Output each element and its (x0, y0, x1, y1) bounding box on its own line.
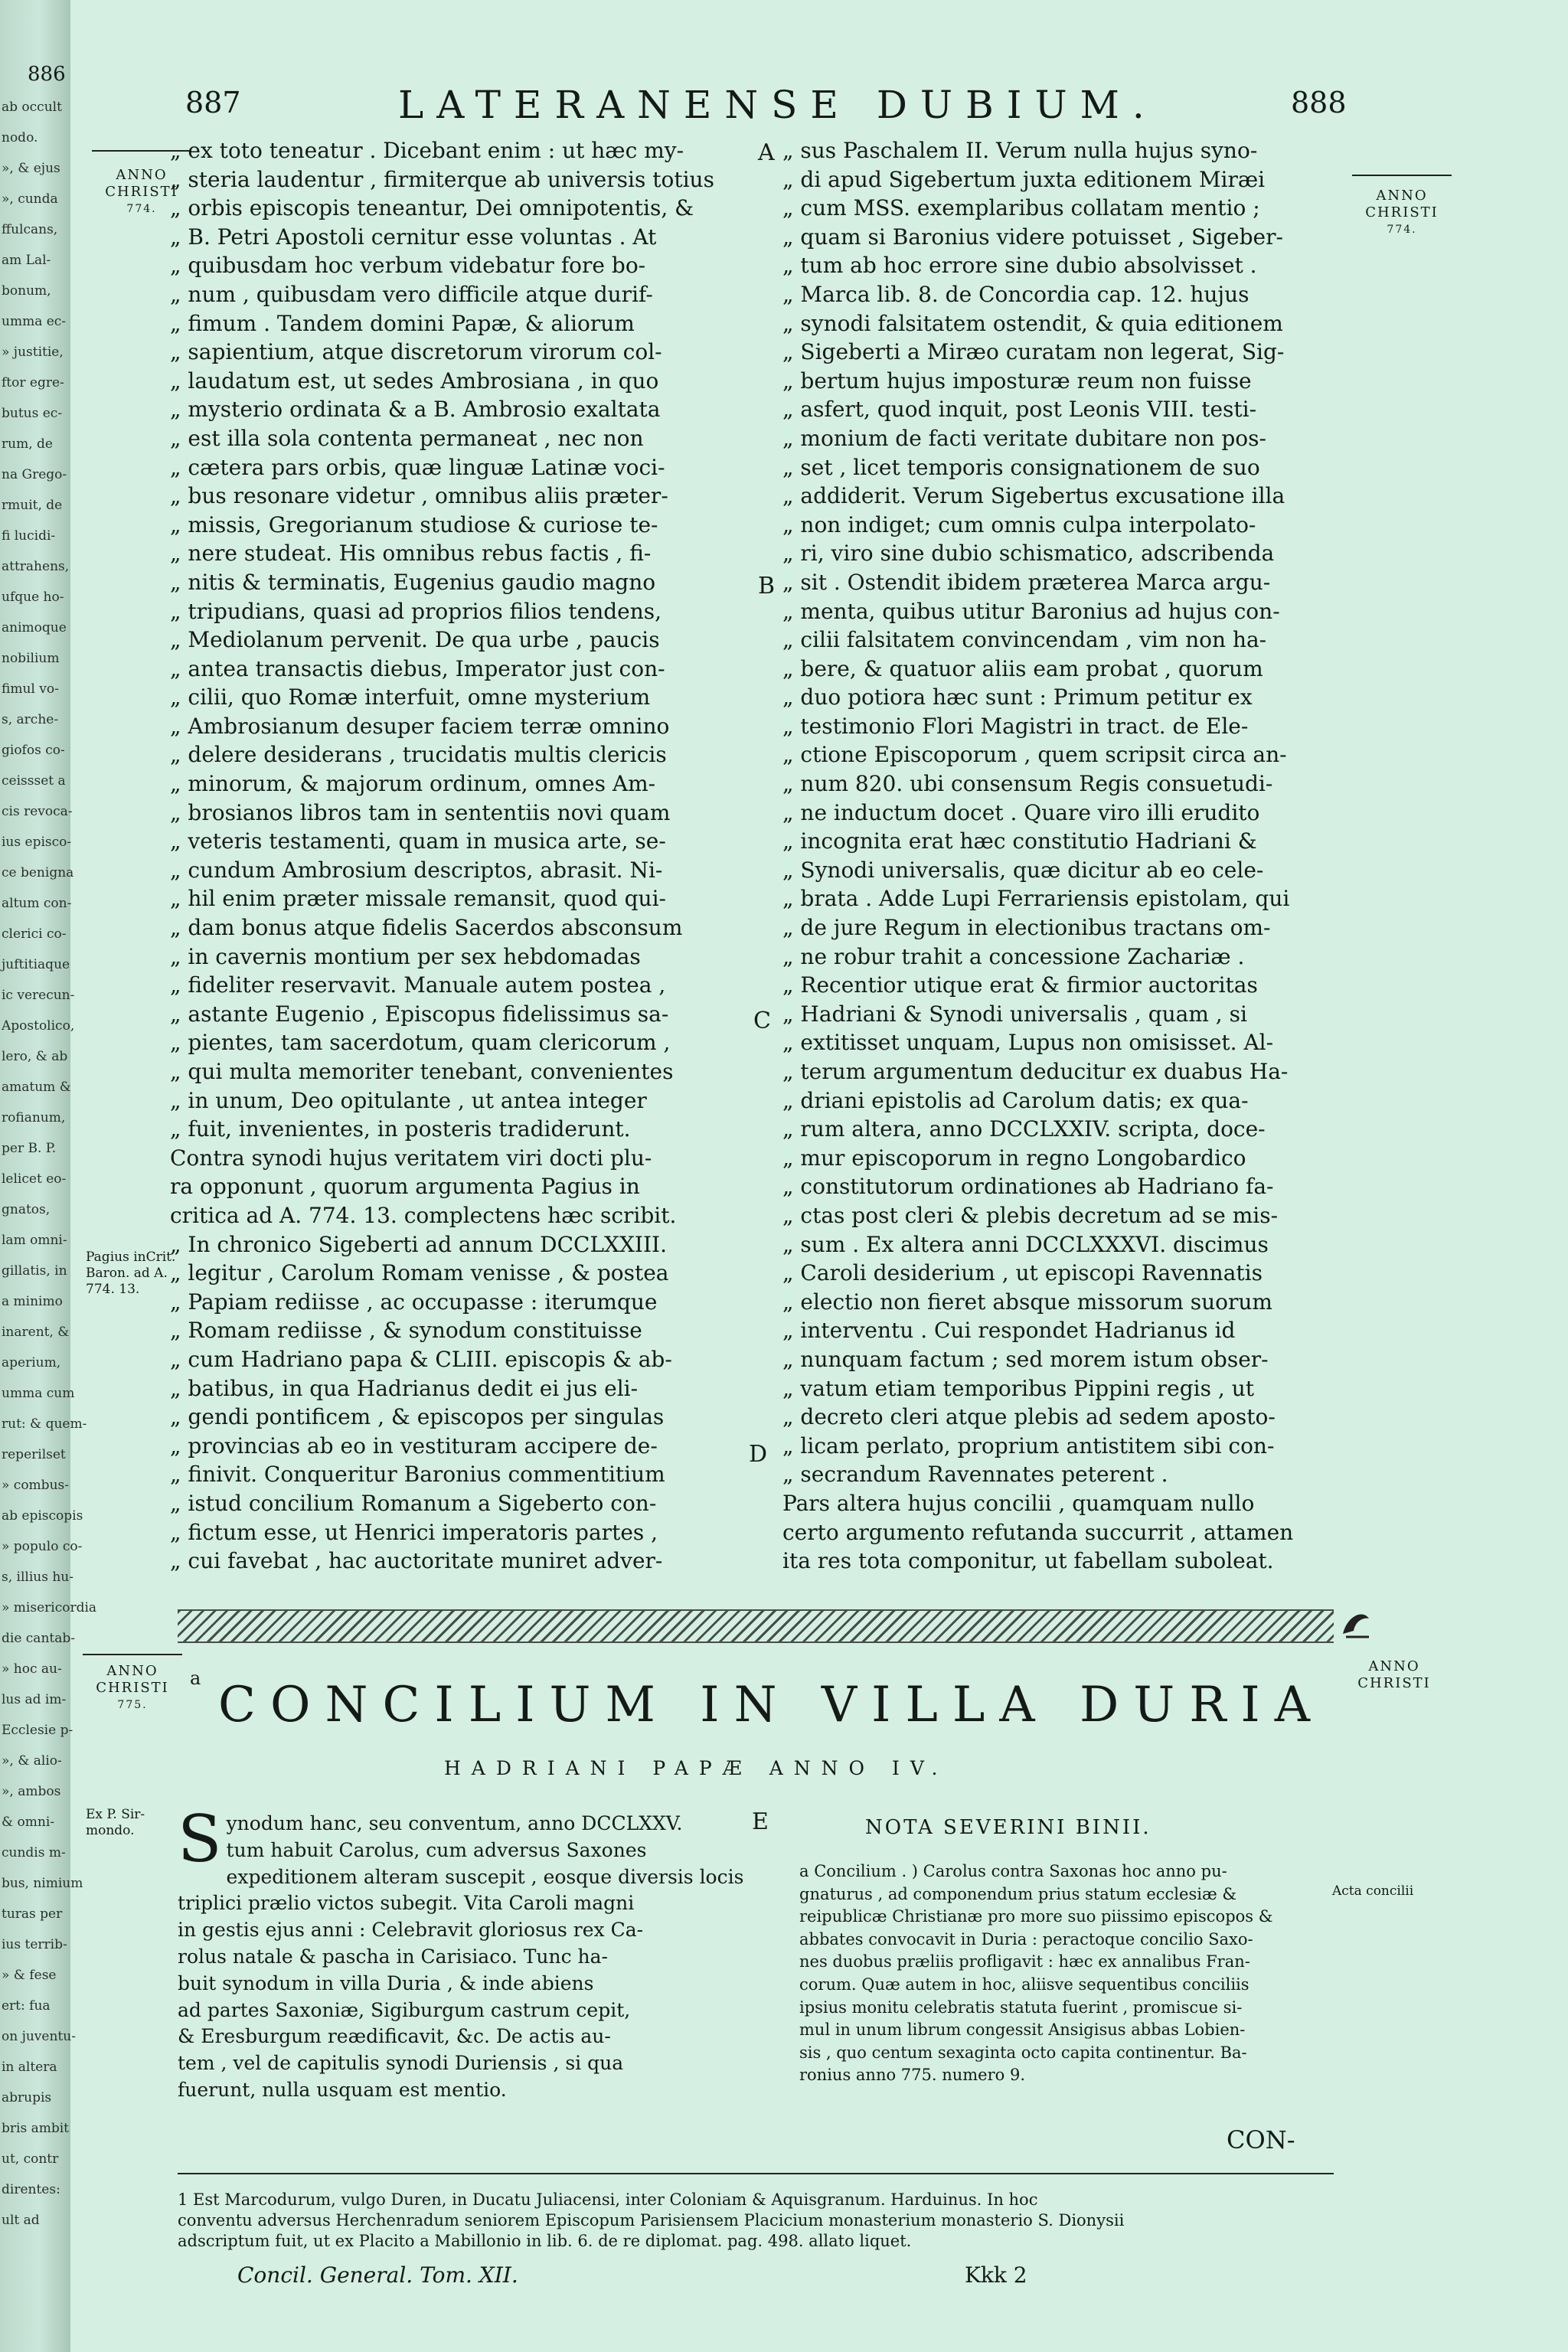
gutter-fragment: & omni- (2, 1815, 55, 1830)
text-line: Contra synodi hujus veritatem viri docti plu- (170, 1145, 652, 1171)
facing-page-fragments (0, 92, 96, 2236)
text-line: tem , vel de capitulis synodi Duriensis , si qua (178, 2052, 624, 2075)
text-line: „ brata . Adde Lupi Ferrariensis epistolam, qui (782, 886, 1290, 912)
gutter-fragment: Ecclesie p- (2, 1723, 74, 1738)
gutter-fragment: amatum & (2, 1080, 71, 1095)
ref-line: 774. 13. (86, 1282, 140, 1297)
text-line: „ steria laudentur , firmiterque ab universis totius (170, 166, 714, 192)
gutter-fragment: bus, nimium (2, 1876, 83, 1891)
text-line: „ sus Paschalem II. Verum nulla hujus syno- (782, 138, 1258, 163)
gutter-fragment: cis revoca- (2, 804, 73, 819)
text-line: tum habuit Carolus, cum adversus Saxones (226, 1838, 647, 1861)
anno-label: ANNO (106, 1663, 158, 1679)
christi-label: CHRISTI (1357, 1675, 1431, 1691)
text-line: „ quibusdam hoc verbum videbatur fore bo- (170, 253, 646, 279)
gutter-fragment: ius episco- (2, 835, 72, 850)
text-line: „ duo potiora hæc sunt : Primum petitur ex (782, 684, 1253, 710)
text-line: „ Caroli desiderium , ut episcopi Ravennatis (782, 1260, 1263, 1286)
running-title: LATERANENSE DUBIUM. (398, 83, 1158, 127)
facing-page-gutter (0, 0, 97, 2352)
gutter-fragment: turas per (2, 1906, 63, 1922)
gutter-fragment: », & alio- (2, 1753, 62, 1769)
text-line: „ ri, viro sine dubio schismatico, adscribenda (782, 541, 1275, 567)
anno-label: ANNO (116, 167, 168, 183)
gutter-fragment: », ambos (2, 1784, 61, 1799)
text-line: „ driani epistolis ad Carolum datis; ex qua- (782, 1087, 1249, 1113)
column-right (782, 136, 1345, 1576)
text-line: „ vatum etiam temporibus Pippini regis , ut (782, 1375, 1254, 1401)
gutter-fragment: cundis m- (2, 1845, 66, 1860)
text-line: „ batibus, in qua Hadrianus dedit ei jus eli- (170, 1375, 639, 1401)
gutter-fragment: s, illius hu- (2, 1570, 74, 1585)
text-line: abbates convocavit in Duria : peractoque concilio Saxo- (799, 1929, 1253, 1949)
gutter-fragment: Apostolico, (2, 1018, 75, 1034)
gutter-fragment: ftor egre- (2, 375, 64, 390)
gutter-fragment: direntes: (2, 2182, 60, 2197)
text-line: conventu adversus Herchenradum seniorem Episcopum Parisiensem Placicium monasterium monasterio S. Dionysii (178, 2211, 1125, 2230)
gutter-fragment: » & fese (2, 1968, 57, 1983)
section-letter-e: E (752, 1808, 769, 1835)
gutter-fragment: s, arche- (2, 712, 59, 727)
text-line: nes duobus præliis profligavit : hæc ex annalibus Fran- (799, 1952, 1250, 1971)
gutter-fragment: rut: & quem- (2, 1416, 87, 1432)
text-line: „ bere, & quatuor aliis eam probat , quorum (782, 655, 1263, 681)
text-line: „ hil enim præter missale remansit, quod qui- (170, 886, 666, 912)
gutter-fragment: ic verecun- (2, 988, 75, 1003)
gutter-fragment: rum, de (2, 436, 53, 452)
gutter-fragment: », cunda (2, 191, 58, 207)
text-line: „ sit . Ostendit ibidem præterea Marca argu- (782, 569, 1271, 595)
gutter-fragment: nobilium (2, 651, 60, 666)
text-line: in gestis ejus anni : Celebravit gloriosus rex Ca- (178, 1919, 644, 1942)
text-line: corum. Quæ autem in hoc, aliisve sequentibus conciliis (799, 1975, 1250, 1994)
text-line: „ Synodi universalis, quæ dicitur ab eo cele- (782, 857, 1264, 883)
gutter-fragment: lus ad im- (2, 1692, 67, 1707)
gutter-fragment: fimul vo- (2, 681, 59, 697)
text-line: sis , quo centum sexaginta octo capita continentur. Ba- (799, 2043, 1247, 2062)
text-line: „ ex toto teneatur . Dicebant enim : ut hæc my- (170, 138, 684, 163)
text-line: „ ctas post cleri & plebis decretum ad se mis- (782, 1202, 1279, 1228)
section-letter-a: A (758, 139, 775, 166)
gutter-fragment: abrupis (2, 2090, 52, 2105)
text-line: „ decreto cleri atque plebis ad sedem aposto- (782, 1404, 1276, 1430)
gutter-fragment: animoque (2, 620, 67, 635)
text-line: & Eresburgum reædificavit, &c. De actis au- (178, 2025, 611, 2048)
gutter-fragment: » combus- (2, 1478, 69, 1493)
text-line: „ incognita erat hæc constitutio Hadriani & (782, 828, 1257, 854)
text-line: „ brosianos libros tam in sententiis novi quam (170, 799, 671, 825)
text-line: „ addiderit. Verum Sigebertus excusatione illa (782, 483, 1285, 509)
text-line: „ Ambrosianum desuper faciem terræ omnino (170, 713, 670, 739)
gutter-fragment: in altera (2, 2060, 57, 2075)
text-line: „ pientes, tam sacerdotum, quam clericorum , (170, 1030, 671, 1056)
text-line: „ cilii, quo Romæ interfuit, omne mysterium (170, 684, 651, 710)
gutter-fragment: rmuit, de (2, 498, 63, 513)
section-letter-b: B (758, 573, 776, 599)
gutter-fragment: attrahens, (2, 559, 70, 574)
gutter-fragment: clerici co- (2, 926, 67, 942)
text-line: „ delere desiderans , trucidatis multis clericis (170, 742, 667, 768)
gutter-fragment: » misericordia (2, 1600, 97, 1615)
text-line: buit synodum in villa Duria , & inde abiens (178, 1971, 594, 1994)
gutter-fragment: umma cum (2, 1386, 75, 1401)
text-line: ita res tota componitur, ut fabellam suboleat. (782, 1548, 1274, 1574)
gutter-fragment: bris ambit (2, 2121, 69, 2136)
text-line: rolus natale & pascha in Carisiaco. Tunc ha- (178, 1945, 608, 1968)
ref-line: Baron. ad A. (86, 1266, 168, 1281)
gutter-fragment: juftitiaque (2, 957, 70, 972)
gutter-fragment: die cantab- (2, 1631, 75, 1646)
signature-mark: Kkk 2 (965, 2262, 1027, 2288)
text-line: „ set , licet temporis consignationem de suo (782, 454, 1260, 480)
text-line: „ in cavernis montium per sex hebdomadas (170, 943, 641, 969)
text-line: „ cum MSS. exemplaribus collatam mentio ; (782, 195, 1260, 221)
margin-rule-bottom-left (83, 1654, 182, 1655)
text-line: critica ad A. 774. 13. complectens hæc scribit. (170, 1202, 677, 1228)
text-line: triplici prælio victos subegit. Vita Caroli magni (178, 1892, 635, 1915)
text-line: „ monium de facti veritate dubitare non pos- (782, 425, 1266, 451)
text-line: „ ne robur trahit a concessione Zachariæ . (782, 943, 1245, 969)
text-line: gnaturus , ad componendum prius statum ecclesiæ & (799, 1884, 1237, 1903)
text-line: „ terum argumentum deducitur ex duabus Ha- (782, 1059, 1289, 1084)
gutter-fragment: am Lal- (2, 253, 51, 268)
year-label: 774. (1387, 224, 1417, 236)
facing-page-number: 886 (28, 63, 66, 86)
gutter-fragment: giofos co- (2, 743, 65, 758)
page-number-left: 887 (185, 86, 241, 119)
text-line: „ cætera pars orbis, quæ linguæ Latinæ voci- (170, 454, 665, 480)
text-line: ipsius monitu celebratis statuta fuerint , promiscue si- (799, 1998, 1243, 2017)
christi-label: CHRISTI (1365, 204, 1439, 220)
footer-volume: Concil. General. Tom. XII. (237, 2262, 518, 2288)
text-line: Pars altera hujus concilii , quamquam nullo (782, 1490, 1255, 1516)
christi-label: CHRISTI (105, 184, 178, 200)
year-label: 774. (126, 203, 157, 215)
gutter-fragment: lelicet eo- (2, 1171, 67, 1187)
gutter-fragment: ffulcans, (2, 222, 58, 237)
text-line: „ tripudians, quasi ad proprios filios tendens, (170, 598, 662, 624)
anno-label: ANNO (1368, 1658, 1420, 1674)
text-line: „ num 820. ubi consensum Regis consuetudi- (782, 771, 1273, 797)
text-line: „ dam bonus atque fidelis Sacerdos absconsum (170, 915, 683, 941)
margin-acta-concilii: Acta concilii (1332, 1883, 1414, 1899)
text-line: „ cundum Ambrosium descriptos, abrasit. Ni- (170, 857, 663, 883)
gutter-fragment: per B. P. (2, 1141, 57, 1156)
text-line: „ bertum hujus imposturæ reum non fuisse (782, 368, 1252, 394)
section-letter-c: C (753, 1008, 771, 1034)
text-line: expeditionem alteram suscepit , eosque diversis locis (226, 1865, 744, 1888)
text-line: „ finivit. Conqueritur Baronius commentitium (170, 1462, 665, 1488)
gutter-fragment: ufque ho- (2, 590, 64, 605)
gutter-fragment: ut, contr (2, 2151, 59, 2167)
text-line: „ ne inductum docet . Quare viro illi erudito (782, 799, 1260, 825)
text-line: „ fimum . Tandem domini Papæ, & aliorum (170, 310, 635, 336)
margin-rule-right (1352, 175, 1452, 176)
gutter-fragment: lero, & ab (2, 1049, 68, 1064)
text-line: „ veteris testamenti, quam in musica arte, se- (170, 828, 666, 854)
gutter-fragment: ert: fua (2, 1998, 51, 2014)
gutter-fragment: ult ad (2, 2213, 40, 2228)
gutter-fragment: butus ec- (2, 406, 63, 421)
text-line: „ Sigeberti a Miræo curatam non legerat, Sig- (782, 339, 1285, 365)
text-line: reipublicæ Christianæ pro more suo piissimo episcopos & (799, 1907, 1273, 1926)
text-line: „ bus resonare videtur , omnibus aliis præter- (170, 483, 668, 509)
text-line: adscriptum fuit, ut ex Placito a Mabillonio in lib. 6. de re diplomat. pag. 498. allato liquet. (178, 2232, 912, 2250)
text-line: „ mysterio ordinata & a B. Ambrosio exaltata (170, 397, 661, 423)
text-line: „ missis, Gregorianum studiose & curiose te- (170, 511, 658, 537)
text-line: „ constitutorum ordinationes ab Hadriano fa- (782, 1174, 1274, 1200)
margin-anno-bottom-right (1344, 1658, 1444, 1692)
page-number-right: 888 (1291, 86, 1347, 119)
text-line: „ sum . Ex altera anni DCCLXXXVI. discimus (782, 1231, 1269, 1257)
drop-cap: S (178, 1802, 222, 1877)
note-heading: NOTA SEVERINI BINII. (865, 1816, 1152, 1839)
ornament-band (178, 1609, 1334, 1643)
text-line: „ cilii falsitatem convincendam , vim non ha- (782, 627, 1267, 653)
note-body (799, 1860, 1335, 2087)
margin-anno-right (1352, 188, 1452, 238)
text-line: „ fideliter reservavit. Manuale autem postea , (170, 972, 666, 998)
text-line: „ num , quibusdam vero difficile atque durif- (170, 281, 653, 307)
text-line: ra opponunt , quorum argumenta Pagius in (170, 1174, 640, 1200)
margin-anno-bottom-left (83, 1663, 182, 1713)
text-line: „ qui multa memoriter tenebant, convenientes (170, 1059, 674, 1084)
text-line: „ B. Petri Apostoli cernitur esse voluntas . At (170, 224, 657, 250)
section-subtitle: HADRIANI PAPÆ ANNO IV. (444, 1757, 949, 1779)
text-line: „ antea transactis diebus, Imperator just con- (170, 655, 665, 681)
gutter-fragment: gillatis, in (2, 1263, 67, 1279)
gutter-fragment: ceissset a (2, 773, 66, 789)
text-line: „ mur episcoporum in regno Longobardico (782, 1145, 1246, 1171)
gutter-fragment: » justitie, (2, 345, 64, 360)
body-left-paragraph (178, 1802, 744, 2104)
text-line: „ astante Eugenio , Episcopus fidelissimus sa- (170, 1001, 669, 1027)
christi-label: CHRISTI (96, 1680, 169, 1696)
text-line: „ non indiget; cum omnis culpa interpolato- (782, 511, 1256, 537)
gutter-fragment: aperium, (2, 1355, 61, 1370)
year-label: 775. (117, 1699, 148, 1711)
text-line: „ tum ab hoc errore sine dubio absolvisset . (782, 253, 1257, 279)
gutter-fragment: umma ec- (2, 314, 67, 329)
anno-label: ANNO (1376, 188, 1428, 204)
text-line: certo argumento refutanda succurrit , attamen (782, 1519, 1294, 1545)
text-line: „ ctione Episcoporum , quem scripsit circa an- (782, 742, 1287, 768)
text-line: 1 Est Marcodurum, vulgo Duren, in Ducatu Juliacensi, inter Coloniam & Aquisgranum. Harduinus. In hoc (178, 2190, 1038, 2209)
text-line: fuerunt, nulla usquam est mentio. (178, 2078, 507, 2101)
gutter-fragment: reperilset (2, 1447, 66, 1462)
gutter-fragment: lam omni- (2, 1233, 67, 1248)
text-line: „ Recentior utique erat & firmior auctoritas (782, 972, 1258, 998)
text-line: „ extitisset unquam, Lupus non omisisset. Al- (782, 1030, 1274, 1056)
ref-line: Pagius inCrit. (86, 1250, 176, 1265)
text-line: „ electio non fieret absque missorum suorum (782, 1289, 1272, 1315)
gutter-fragment: altum con- (2, 896, 72, 911)
text-line: „ Romam rediisse , & synodum constituisse (170, 1318, 642, 1344)
gutter-fragment: ab episcopis (2, 1508, 83, 1524)
text-line: „ nitis & terminatis, Eugenius gaudio magno (170, 569, 656, 595)
gutter-fragment: », & ejus (2, 161, 60, 176)
text-line: „ asfert, quod inquit, post Leonis VIII. testi- (782, 397, 1257, 423)
text-line: „ di apud Sigebertum juxta editionem Miræi (782, 166, 1266, 192)
ornament-fleuron-icon (1340, 1600, 1372, 1640)
gutter-fragment: rofianum, (2, 1110, 66, 1125)
column-left (170, 136, 752, 1576)
text-line: „ sapientium, atque discretorum virorum col- (170, 339, 662, 365)
text-line: ad partes Saxoniæ, Sigiburgum castrum cepit, (178, 1998, 631, 2021)
text-line: „ cum Hadriano papa & CLIII. episcopis & ab- (170, 1346, 672, 1372)
text-line: „ istud concilium Romanum a Sigeberto con- (170, 1490, 657, 1516)
text-line: „ testimonio Flori Magistri in tract. de Ele- (782, 713, 1249, 739)
text-line: „ Marca lib. 8. de Concordia cap. 12. hujus (782, 281, 1250, 307)
text-line: „ menta, quibus utitur Baronius ad hujus con- (782, 598, 1280, 624)
gutter-fragment: » populo co- (2, 1539, 83, 1554)
text-line: „ cui favebat , hac auctoritate muniret adver- (170, 1548, 663, 1574)
text-line: „ minorum, & majorum ordinum, omnes Am- (170, 771, 656, 797)
text-line: ronius anno 775. numero 9. (799, 2066, 1026, 2085)
text-line: „ gendi pontificem , & episcopos per singulas (170, 1404, 665, 1430)
gutter-fragment: nodo. (2, 130, 38, 145)
gutter-fragment: on juventu- (2, 2029, 76, 2044)
text-line: „ licam perlato, proprium antistitem sibi con- (782, 1432, 1275, 1459)
catchword: CON- (1227, 2125, 1295, 2154)
text-line: „ interventu . Cui respondet Hadrianus id (782, 1318, 1236, 1344)
text-line: „ secrandum Ravennates peterent . (782, 1462, 1168, 1488)
text-line: „ Papiam rediisse , ac occupasse : iterumque (170, 1289, 658, 1315)
text-line: „ Mediolanum pervenit. De qua urbe , paucis (170, 627, 660, 653)
text-line: „ Hadriani & Synodi universalis , quam , si (782, 1001, 1247, 1027)
gutter-fragment: na Grego- (2, 467, 67, 482)
gutter-fragment: bonum, (2, 283, 51, 299)
footnote (178, 2190, 1334, 2252)
gutter-fragment: gnatos, (2, 1202, 51, 1217)
text-line: „ est illa sola contenta permaneat , nec non (170, 425, 644, 451)
gutter-fragment: ce benigna (2, 865, 74, 880)
text-line: „ nere studeat. His omnibus rebus factis , fi- (170, 541, 652, 567)
text-line: „ in unum, Deo opitulante , ut antea integer (170, 1087, 647, 1113)
text-line: „ synodi falsitatem ostendit, & quia editionem (782, 310, 1283, 336)
text-line: „ fictum esse, ut Henrici imperatoris partes , (170, 1519, 658, 1545)
gutter-fragment: a minimo (2, 1294, 63, 1309)
text-line: a Concilium . ) Carolus contra Saxonas hoc anno pu- (799, 1862, 1227, 1880)
text-line: „ de jure Regum in electionibus tractans om- (782, 915, 1271, 941)
text-line: „ provincias ab eo in vestituram accipere de- (170, 1432, 658, 1459)
text-line: mul in unum librum congessit Ansigisus abbas Lobien- (799, 2020, 1246, 2040)
text-line: „ rum altera, anno DCCLXXIV. scripta, doce- (782, 1116, 1266, 1142)
text-line: „ quam si Baronius videre potuisset , Sigeber- (782, 224, 1283, 250)
note-mark-a: a (190, 1668, 201, 1689)
section-title: CONCILIUM IN VILLA DURIA (218, 1677, 1325, 1733)
text-line: „ legitur , Carolum Romam venisse , & postea (170, 1260, 669, 1286)
text-line: „ laudatum est, ut sedes Ambrosiana , in quo (170, 368, 659, 394)
ref-line: mondo. (86, 1823, 135, 1838)
ref-line: Ex P. Sir- (86, 1807, 145, 1822)
gutter-fragment: inarent, & (2, 1325, 70, 1340)
text-line: „ orbis episcopis teneantur, Dei omnipotentis, & (170, 195, 694, 221)
margin-sirmondo (86, 1807, 145, 1839)
gutter-fragment: ius terrib- (2, 1937, 67, 1952)
footnote-rule (178, 2173, 1334, 2174)
section-letter-d: D (749, 1441, 768, 1468)
text-line: ynodum hanc, seu conventum, anno DCCLXXV. (226, 1812, 683, 1834)
text-line: „ In chronico Sigeberti ad annum DCCLXXIII. (170, 1231, 668, 1257)
gutter-fragment: » hoc au- (2, 1661, 62, 1677)
text-line: „ nunquam factum ; sed morem istum obser- (782, 1346, 1269, 1372)
gutter-fragment: ab occult (2, 100, 62, 115)
text-line: „ fuit, invenientes, in posteris tradiderunt. (170, 1116, 631, 1142)
gutter-fragment: fi lucidi- (2, 528, 56, 544)
